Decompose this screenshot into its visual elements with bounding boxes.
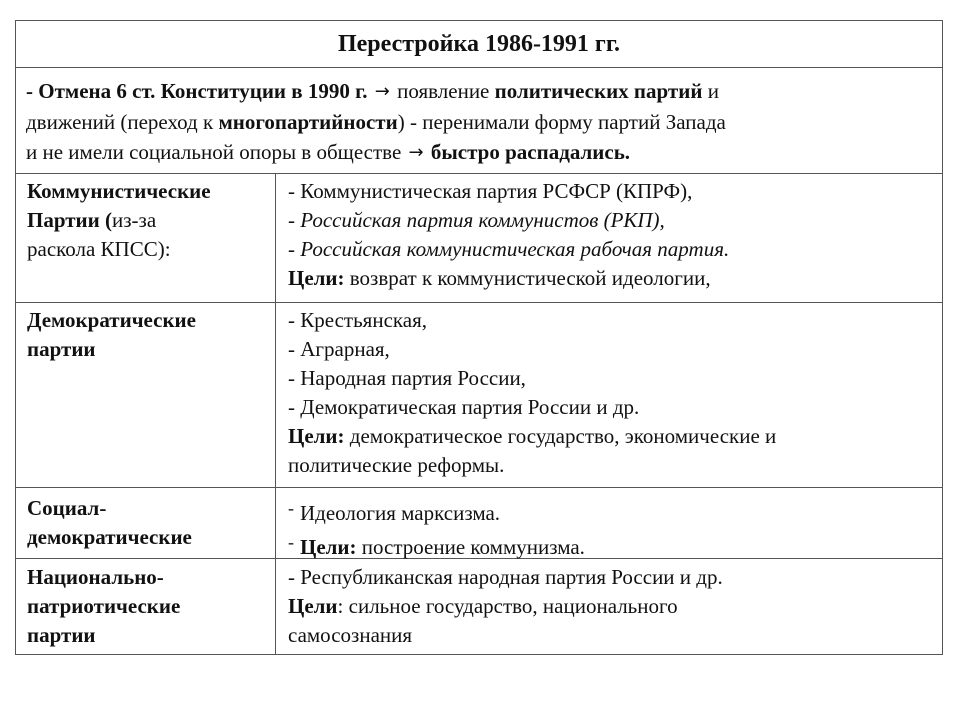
party-type-label: Национально- (27, 565, 164, 589)
intro-text: и не имели социальной опоры в обществе (26, 140, 402, 164)
party-name-italic: Российская партия коммунистов (РКП), (300, 208, 665, 232)
party-list-item (288, 206, 934, 235)
party-goals (288, 264, 934, 293)
party-list-item: - Демократическая партия России и др. (288, 395, 640, 419)
table-row-communist (16, 174, 942, 303)
party-type-note: раскола КПСС): (27, 237, 171, 261)
goals-text: построение коммунизма. (356, 535, 585, 559)
party-list-item (288, 494, 934, 528)
goals-text: : сильное государство, национального (337, 594, 678, 618)
party-type-label: партии (27, 337, 96, 361)
intro-bold-text: многопартийности (218, 110, 398, 134)
goals-label: Цели: (288, 424, 345, 448)
list-dash: - (288, 498, 294, 518)
intro-line-3 (26, 137, 932, 168)
party-list-cell (276, 303, 942, 487)
party-name-italic: Российская коммунистическая рабочая партия. (300, 237, 730, 261)
intro-text: появление (397, 79, 490, 103)
party-list-item: - Аграрная, (288, 337, 390, 361)
party-list-item: - Республиканская народная партия России и др. (288, 565, 723, 589)
goals-label: Цели: (300, 535, 357, 559)
party-list-item: - Крестьянская, (288, 308, 428, 332)
goals-text: возврат к коммунистической идеологии, (344, 266, 711, 290)
table-row-democratic (16, 303, 942, 488)
party-list-item (288, 235, 934, 264)
party-type-cell (16, 559, 276, 654)
intro-bold-text: политических партий (494, 79, 703, 103)
perestroika-table (15, 20, 943, 655)
party-list-cell (276, 559, 942, 654)
party-type-label: патриотические (27, 594, 181, 618)
list-dash: - (288, 237, 301, 261)
list-dash: - (288, 532, 294, 552)
party-goals-continued: самосознания (288, 623, 413, 647)
list-dash: - (288, 208, 301, 232)
party-list-cell (276, 174, 942, 302)
party-type-label (27, 206, 267, 235)
table-row-national-patriotic (16, 559, 942, 654)
intro-line-1 (26, 76, 932, 107)
party-goals (288, 592, 934, 621)
goals-text: демократическое государство, экономические и (344, 424, 777, 448)
party-type-label: Социал- (27, 496, 107, 520)
arrow-right-icon: → (408, 142, 424, 163)
party-goals (288, 422, 934, 451)
intro-text: движений (переход к (26, 110, 214, 134)
party-type-label: Демократические (27, 308, 196, 332)
party-type-label: Коммунистические (27, 179, 211, 203)
party-type-cell (16, 303, 276, 487)
goals-label: Цели (288, 594, 338, 618)
party-type-label: партии (27, 623, 96, 647)
intro-bold-text: - Отмена 6 ст. Конституции в 1990 г. (26, 79, 368, 103)
intro-text: ) - перенимали форму партий Запада (397, 110, 726, 134)
party-type-cell (16, 488, 276, 558)
table-row-social-democratic (16, 488, 942, 559)
party-list-cell (276, 488, 942, 558)
party-type-label: демократические (27, 525, 192, 549)
intro-line-2 (26, 107, 932, 137)
party-list-item: - Народная партия России, (288, 366, 526, 390)
intro-cell (16, 68, 942, 174)
party-type-label-bold: Партии ( (27, 208, 112, 232)
party-list-item: - Коммунистическая партия РСФСР (КПРФ), (288, 179, 693, 203)
party-type-cell (16, 174, 276, 302)
arrow-right-icon: → (374, 81, 390, 102)
party-goals (288, 528, 934, 562)
party-type-note: из-за (112, 208, 157, 232)
party-goals-continued: политические реформы. (288, 453, 505, 477)
table-title: Перестройка 1986-1991 гг. (16, 21, 942, 68)
party-list-text: Идеология марксизма. (300, 501, 501, 525)
goals-label: Цели: (288, 266, 345, 290)
intro-bold-text: быстро распадались. (430, 140, 631, 164)
intro-text: и (707, 79, 719, 103)
